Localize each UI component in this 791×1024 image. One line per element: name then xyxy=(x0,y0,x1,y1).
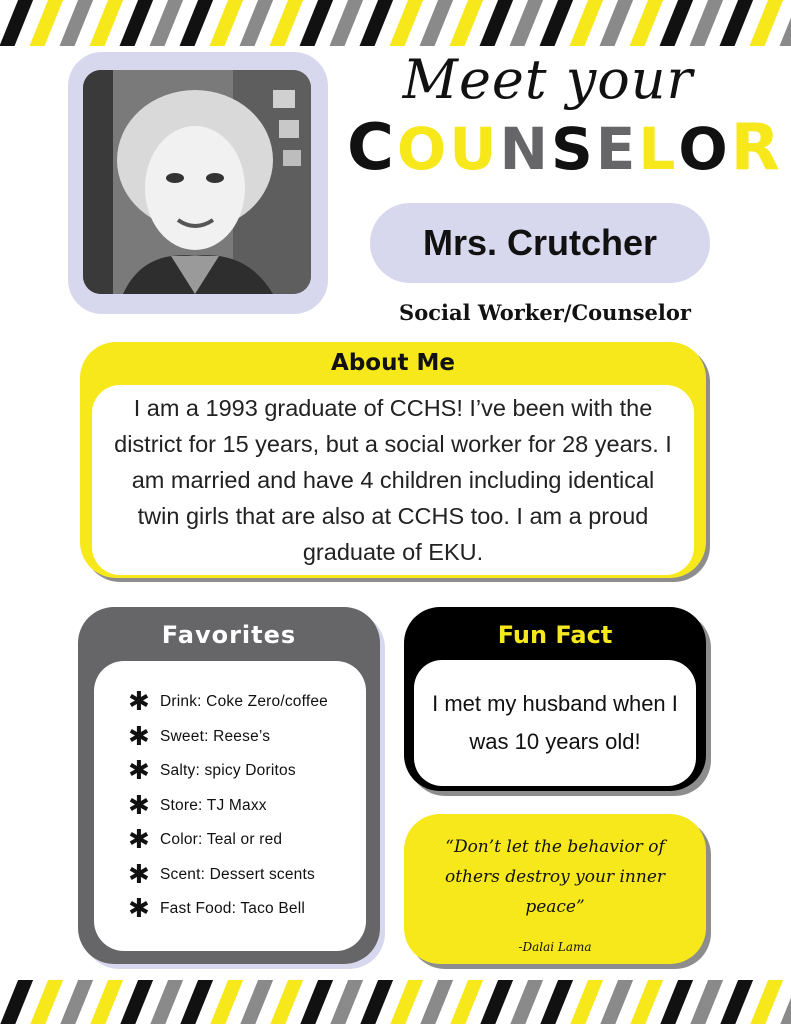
favorites-item-text: Sweet: Reese’s xyxy=(160,727,271,745)
stripe xyxy=(55,980,95,1024)
stripe xyxy=(205,0,245,46)
fun-fact-text: I met my husband when I was 10 years old! xyxy=(432,691,678,754)
meet-your-heading: Meet your xyxy=(402,48,694,111)
stripe xyxy=(625,980,665,1024)
favorites-item xyxy=(128,789,366,824)
heading-letter: O xyxy=(678,115,731,183)
fun-fact-body xyxy=(414,660,696,786)
favorites-item-text: Scent: Dessert scents xyxy=(160,865,315,883)
heading-letter: C xyxy=(347,111,398,185)
heading-letter: O xyxy=(397,115,450,183)
favorites-item xyxy=(128,754,366,789)
stripe xyxy=(0,980,36,1024)
favorites-item-text: Color: Teal or red xyxy=(160,831,283,849)
counselor-heading xyxy=(340,112,790,185)
stripe xyxy=(715,0,755,46)
stripe xyxy=(535,0,575,46)
quote-text: “Don’t let the behavior of others destroy your inner peace” xyxy=(444,837,666,917)
stripe xyxy=(505,980,545,1024)
fun-fact-title: Fun Fact xyxy=(497,621,613,649)
stripe xyxy=(145,980,185,1024)
stripe xyxy=(595,980,635,1024)
stripe xyxy=(235,0,275,46)
stripe xyxy=(175,980,215,1024)
stripe xyxy=(415,0,455,46)
asterisk-icon: ✱ xyxy=(128,756,150,787)
stripe xyxy=(505,0,545,46)
stripe xyxy=(25,980,65,1024)
stripe xyxy=(355,980,395,1024)
stripe xyxy=(475,0,515,46)
stripe xyxy=(115,980,155,1024)
stripe xyxy=(295,980,335,1024)
about-me-body xyxy=(92,385,694,575)
favorites-item xyxy=(128,892,366,927)
stripe xyxy=(0,0,36,46)
favorites-list xyxy=(94,661,366,951)
counselor-role: Social Worker/Counselor xyxy=(399,300,691,325)
stripe xyxy=(595,0,635,46)
counselor-photo xyxy=(83,70,311,294)
asterisk-icon: ✱ xyxy=(128,859,150,890)
stripe xyxy=(745,980,785,1024)
heading-letter: L xyxy=(638,115,679,183)
stripe xyxy=(385,0,425,46)
favorites-item-text: Drink: Coke Zero/coffee xyxy=(160,693,328,711)
favorites-item xyxy=(128,823,366,858)
quote-author: -Dalai Lama xyxy=(518,940,592,954)
stripe xyxy=(535,980,575,1024)
favorites-title: Favorites xyxy=(161,621,297,649)
stripe xyxy=(235,980,275,1024)
stripe xyxy=(55,0,95,46)
asterisk-icon: ✱ xyxy=(128,687,150,718)
stripe xyxy=(445,0,485,46)
stripe xyxy=(415,980,455,1024)
stripe xyxy=(205,980,245,1024)
favorites-item-text: Fast Food: Taco Bell xyxy=(160,900,306,918)
stripe xyxy=(445,980,485,1024)
favorites-item xyxy=(128,858,366,893)
stripe xyxy=(625,0,665,46)
stripe xyxy=(145,0,185,46)
bottom-stripe-border xyxy=(0,980,791,1024)
favorites-item-text: Store: TJ Maxx xyxy=(160,796,267,814)
asterisk-icon: ✱ xyxy=(128,825,150,856)
stripe xyxy=(565,980,605,1024)
stripe xyxy=(745,0,785,46)
heading-letter: N xyxy=(499,115,551,183)
stripe xyxy=(385,980,425,1024)
stripe xyxy=(265,0,305,46)
about-me-text: I am a 1993 graduate of CCHS! I’ve been with the district for 15 years, but a social worker for 28 years. I am married and have 4 children including identical twin girls that are also at CCHS too. I am a proud graduate of EKU. xyxy=(114,395,672,565)
favorites-item-text: Salty: spicy Doritos xyxy=(160,762,296,780)
counselor-name: Mrs. Crutcher xyxy=(370,203,710,283)
stripe xyxy=(715,980,755,1024)
stripe xyxy=(295,0,335,46)
favorites-item xyxy=(128,720,366,755)
heading-letter: E xyxy=(595,115,639,183)
favorites-item xyxy=(128,685,366,720)
asterisk-icon: ✱ xyxy=(128,790,150,821)
heading-letter: S xyxy=(550,115,596,183)
asterisk-icon: ✱ xyxy=(128,894,150,925)
stripe xyxy=(325,0,365,46)
stripe xyxy=(85,0,125,46)
top-stripe-border xyxy=(0,0,791,46)
stripe xyxy=(265,980,305,1024)
stripe xyxy=(175,0,215,46)
stripe xyxy=(355,0,395,46)
stripe xyxy=(685,980,725,1024)
stripe xyxy=(685,0,725,46)
stripe xyxy=(85,980,125,1024)
heading-letter: U xyxy=(449,115,500,183)
stripe xyxy=(655,0,695,46)
asterisk-icon: ✱ xyxy=(128,721,150,752)
about-me-title: About Me xyxy=(331,350,455,376)
stripe xyxy=(25,0,65,46)
counselor-portrait-icon xyxy=(83,70,311,294)
heading-letter: R xyxy=(730,111,783,185)
stripe xyxy=(565,0,605,46)
stripe xyxy=(475,980,515,1024)
stripe xyxy=(655,980,695,1024)
stripe xyxy=(325,980,365,1024)
stripe xyxy=(115,0,155,46)
